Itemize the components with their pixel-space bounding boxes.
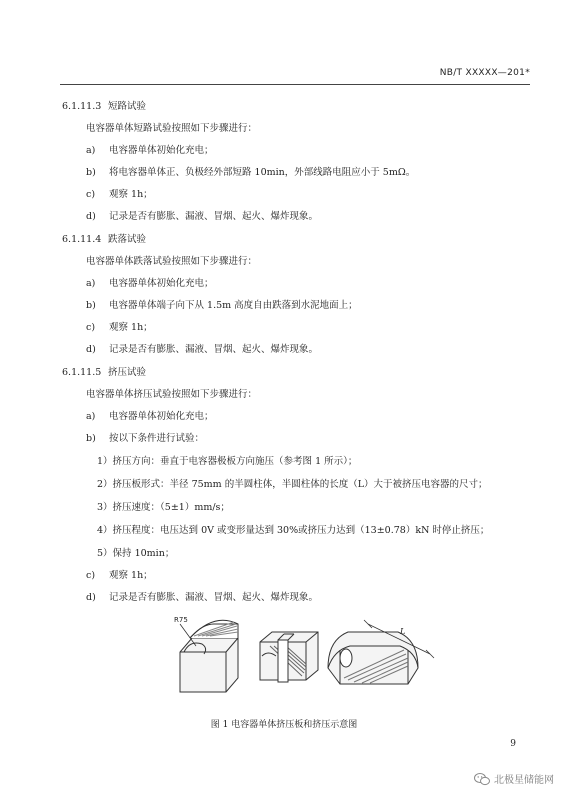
item-marker: a) (86, 411, 96, 422)
section-title: 挤压试验 (108, 367, 147, 378)
section-heading (62, 364, 146, 378)
item-marker: b) (86, 300, 96, 311)
item-marker: d) (86, 344, 96, 355)
section-intro: 电容器单体短路试验按照如下步骤进行： (86, 123, 258, 134)
section-title: 短路试验 (108, 101, 147, 112)
section-number: 6.1.11.5 (62, 367, 102, 378)
sub-item: 5）保持 10min； (97, 548, 175, 559)
item-text: 电容器单体初始化充电； (109, 278, 214, 289)
length-label: L (400, 627, 406, 636)
section-number: 6.1.11.4 (62, 234, 102, 245)
section-title: 跌落试验 (108, 234, 147, 245)
list-item (86, 341, 318, 355)
item-text: 观察 1h； (109, 189, 153, 200)
watermark-text: 北极星储能网 (494, 775, 554, 786)
item-text: 电容器单体初始化充电； (109, 411, 214, 422)
list-item (86, 567, 153, 581)
section-heading (62, 98, 146, 112)
item-marker: d) (86, 592, 96, 603)
item-text: 按以下条件进行试验： (109, 433, 205, 444)
list-item (86, 297, 358, 311)
list-item (86, 275, 214, 289)
item-marker: b) (86, 433, 96, 444)
item-marker: a) (86, 145, 96, 156)
item-text: 记录是否有膨胀、漏液、冒烟、起火、爆炸现象。 (109, 592, 319, 603)
item-text: 记录是否有膨胀、漏液、冒烟、起火、爆炸现象。 (109, 211, 319, 222)
item-marker: c) (86, 189, 96, 200)
list-item (86, 186, 153, 200)
item-marker: a) (86, 278, 96, 289)
item-text: 电容器单体端子向下从 1.5m 高度自由跌落到水泥地面上； (109, 300, 358, 311)
section-intro: 电容器单体挤压试验按照如下步骤进行： (86, 389, 258, 400)
item-text: 电容器单体初始化充电； (109, 145, 214, 156)
sub-item: 1）挤压方向：垂直于电容器极板方向施压（参考图 1 所示）； (97, 456, 358, 467)
item-marker: b) (86, 167, 96, 178)
radius-label: R75 (174, 616, 188, 624)
item-text: 记录是否有膨胀、漏液、冒烟、起火、爆炸现象。 (109, 344, 319, 355)
list-item (86, 319, 153, 333)
list-item (86, 589, 318, 603)
list-item (86, 142, 214, 156)
sub-item: 3）挤压速度：（5±1）mm/s； (97, 502, 230, 513)
sub-item: 4）挤压程度：电压达到 0V 或变形量达到 30%或挤压力达到（13±0.78）kN 时停止挤压； (97, 525, 490, 536)
header-rule (60, 84, 530, 85)
list-item (86, 408, 214, 422)
page-number: 9 (510, 739, 516, 749)
section-number: 6.1.11.3 (62, 101, 102, 112)
wechat-icon (474, 772, 490, 786)
watermark (474, 771, 554, 786)
item-marker: c) (86, 322, 96, 333)
section-intro: 电容器单体跌落试验按照如下步骤进行： (86, 256, 258, 267)
list-item (86, 208, 318, 222)
item-text: 观察 1h； (109, 322, 153, 333)
item-text: 将电容器单体正、负极经外部短路 10min，外部线路电阻应小于 5mΩ。 (109, 167, 416, 178)
item-marker: d) (86, 211, 96, 222)
standard-code: NB/T XXXXX—201* (439, 68, 530, 78)
item-text: 观察 1h； (109, 570, 153, 581)
crush-diagram (168, 610, 438, 710)
list-item (86, 164, 415, 178)
figure-caption: 图 1 电容器单体挤压板和挤压示意图 (210, 720, 358, 730)
item-marker: c) (86, 570, 96, 581)
section-heading (62, 231, 146, 245)
list-item (86, 430, 204, 444)
sub-item: 2）挤压板形式：半径 75mm 的半圆柱体，半圆柱体的长度（L）大于被挤压电容器的尺寸； (97, 479, 488, 490)
